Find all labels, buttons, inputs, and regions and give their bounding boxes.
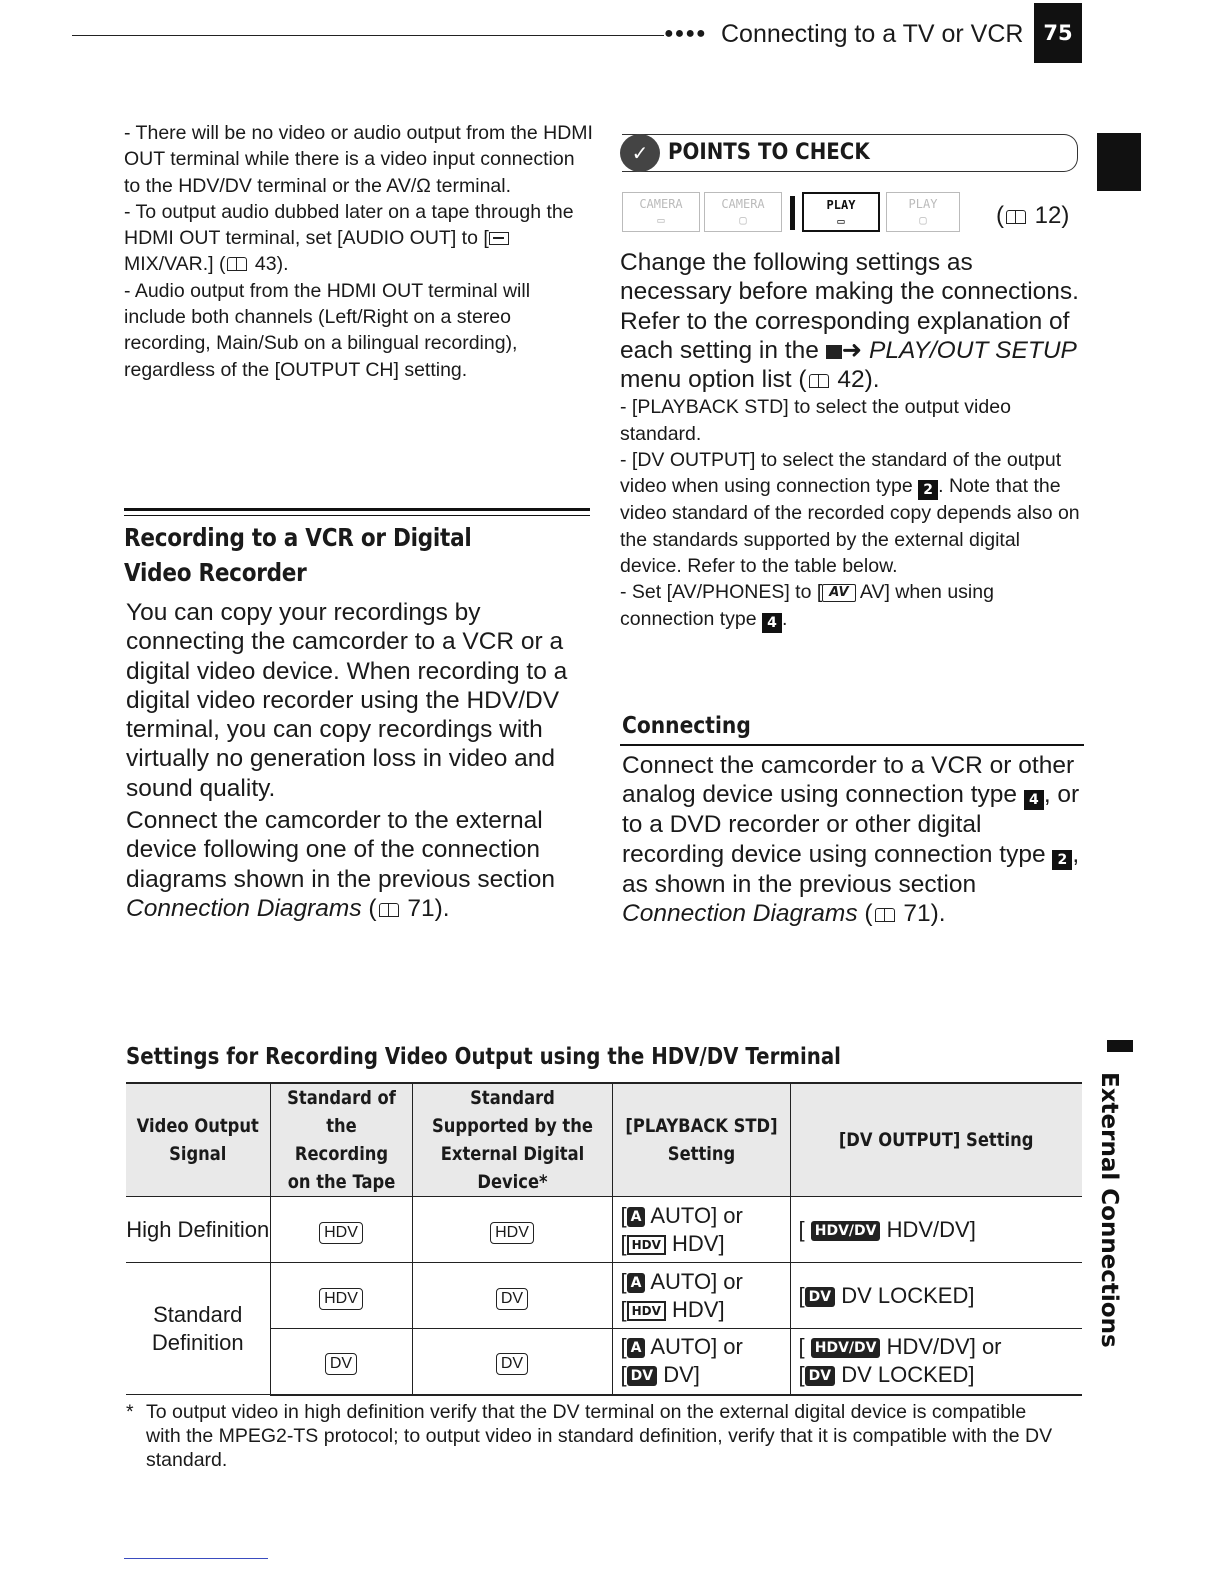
- footnote-text: To output video in high definition verify that the DV terminal on the external digital device is compatible with the MPEG2-TS protocol; to output video in standard definition, verify that it is compatible with the DV standard.: [146, 1401, 1053, 1471]
- bullet-playback-std: - [PLAYBACK STD] to select the output video standard.: [620, 396, 1011, 445]
- settings-intro: Change the following settings as necessary before making the connections. Refer to the corresponding explanation of each setting in the ➜ PLAY/OUT SETUP menu option list ( 42).: [620, 249, 1079, 394]
- dv-icon: DV: [805, 1366, 835, 1386]
- dv-icon: DV: [805, 1287, 835, 1307]
- cell-device: [412, 1197, 612, 1263]
- cell-signal: Standard Definition: [126, 1263, 270, 1395]
- dv-tag-icon: DV: [496, 1288, 528, 1310]
- connection-type-2-icon: 2: [918, 480, 938, 500]
- table-row: [126, 1263, 1082, 1329]
- operating-modes: [622, 192, 1082, 234]
- connecting-paragraph: Connect the camcorder to a VCR or other analog device using connection type 4 , or to a DVD recorder or other digital recording device using connection type 2 , as shown in the previous section Connection Diagrams ( 71).: [622, 752, 1080, 927]
- checkmark-icon: ✓: [620, 134, 660, 172]
- left-body: [126, 598, 596, 923]
- cell-dv-output: [ HDV/DV HDV/DV]: [790, 1197, 1082, 1263]
- cell-device: [412, 1329, 612, 1395]
- hdv-dv-icon: HDV/DV: [811, 1221, 881, 1241]
- side-marker-block: [1097, 133, 1141, 191]
- book-ref-icon: [875, 908, 895, 922]
- note-hdmi-input: - There will be no video or audio output from the HDMI OUT terminal while there is a video input connection to the HDV/DV terminal or the AV/Ω terminal.: [124, 122, 593, 197]
- connecting-title: Connecting: [622, 713, 751, 739]
- menu-name: PLAY/OUT SETUP: [869, 336, 1077, 364]
- cell-dv-output: [ HDV/DV HDV/DV] or [ DV DV LOCKED]: [790, 1329, 1082, 1395]
- connection-type-4-icon: 4: [1024, 790, 1044, 810]
- book-ref-icon: [379, 903, 399, 917]
- connection-type-4-icon: 4: [762, 613, 782, 633]
- header-dots: ●●●●: [664, 25, 707, 42]
- intro-paragraph: You can copy your recordings by connecting the camcorder to a VCR or a digital video device. When recording to a digital video recorder using the HDV/DV terminal, you can copy recordings with virtually no generation loss in video and sound quality.: [126, 599, 568, 802]
- header-device-standard: Standard Supported by the External Digital Device*: [412, 1083, 612, 1197]
- table-header-row: [126, 1083, 1082, 1197]
- cell-dv-output: [ DV DV LOCKED]: [790, 1263, 1082, 1329]
- auto-icon: A: [627, 1273, 646, 1293]
- cell-device: [412, 1263, 612, 1329]
- connecting-rule: [620, 744, 1084, 746]
- header-rule: [72, 35, 664, 36]
- chapter-side-label: External Connections: [1096, 1072, 1122, 1348]
- dv-tag-icon: DV: [325, 1353, 357, 1375]
- cell-tape: [270, 1329, 412, 1395]
- mode-separator: [790, 196, 795, 230]
- connect-paragraph: Connect the camcorder to the external device following one of the connection diagrams shown in the previous section Connection Diagrams ( 71).: [126, 807, 555, 922]
- connection-diagrams-ref: Connection Diagrams: [126, 894, 362, 922]
- bullet-av-phones: - Set [AV/PHONES] to [ AV AV] when using connection type 4 .: [620, 581, 994, 631]
- dv-icon: DV: [627, 1366, 657, 1386]
- audio-mix-icon: [489, 232, 509, 245]
- hdv-tag-icon: HDV: [490, 1222, 534, 1244]
- hdv-icon: HDV: [627, 1235, 666, 1255]
- connection-diagrams-ref: Connection Diagrams: [622, 899, 858, 927]
- note-audio-dub: - To output audio dubbed later on a tape through the HDMI OUT terminal, set [AUDIO OUT] to [ MIX/VAR.] ( 43).: [124, 200, 574, 276]
- table-footnote: [126, 1400, 1066, 1472]
- cell-playback: [ A AUTO] or [ HDV HDV]: [612, 1197, 790, 1263]
- hdmi-notes: [124, 120, 594, 383]
- points-to-check-title: POINTS TO CHECK: [668, 140, 870, 165]
- cell-playback: [ A AUTO] or [ HDV HDV]: [612, 1263, 790, 1329]
- av-icon: AV: [822, 584, 855, 602]
- hdv-tag-icon: HDV: [319, 1222, 363, 1244]
- hdv-icon: HDV: [627, 1301, 666, 1321]
- mode-camera-tape-icon: CAMERA ▭: [622, 192, 700, 232]
- header-dv-output: [DV OUTPUT] Setting: [790, 1083, 1082, 1197]
- menu-arrow-icon: [826, 345, 842, 359]
- header-playback-std: [PLAYBACK STD] Setting: [612, 1083, 790, 1197]
- hdv-dv-icon: HDV/DV: [811, 1338, 881, 1358]
- cell-tape: [270, 1197, 412, 1263]
- cell-playback: [ A AUTO] or [ DV DV]: [612, 1329, 790, 1395]
- mode-play-tape-icon: PLAY ▭: [802, 192, 880, 232]
- settings-table: [126, 1082, 1082, 1396]
- cell-tape: [270, 1263, 412, 1329]
- mode-play-card-icon: PLAY ▢: [886, 192, 960, 232]
- book-ref-icon: [809, 374, 829, 388]
- dv-tag-icon: DV: [496, 1353, 528, 1375]
- cell-signal: High Definition: [126, 1197, 270, 1263]
- book-ref-icon: [1006, 210, 1026, 224]
- page-number: 75: [1034, 3, 1082, 63]
- side-marker-small: [1107, 1040, 1133, 1052]
- mode-page-ref: ( 12): [996, 202, 1070, 229]
- page-header-title: Connecting to a TV or VCR: [721, 20, 1024, 48]
- table-row: [126, 1329, 1082, 1395]
- section-title: Recording to a VCR or Digital Video Recorder: [124, 523, 472, 587]
- header-video-output: Video Output Signal: [126, 1083, 270, 1197]
- connecting-body: [622, 751, 1084, 928]
- mode-camera-card-icon: CAMERA ▢: [704, 192, 782, 232]
- header-tape-standard: Standard of the Recording on the Tape: [270, 1083, 412, 1197]
- book-ref-icon: [227, 257, 247, 271]
- table-row: [126, 1197, 1082, 1263]
- table-title: Settings for Recording Video Output using the HDV/DV Terminal: [126, 1044, 841, 1070]
- note-audio-channels: - Audio output from the HDMI OUT terminal will include both channels (Left/Right on a stereo recording, Main/Sub on a bilingual recording), regardless of the [OUTPUT CH] setting.: [124, 279, 531, 381]
- connection-type-2-icon: 2: [1052, 850, 1072, 870]
- section-divider: [124, 508, 590, 516]
- right-body: [620, 248, 1082, 633]
- footnote-star: *: [126, 1401, 134, 1423]
- bottom-rule: [124, 1558, 268, 1559]
- hdv-tag-icon: HDV: [319, 1288, 363, 1310]
- auto-icon: A: [627, 1338, 646, 1358]
- bullet-dv-output: - [DV OUTPUT] to select the standard of the output video when using connection type 2 . Note that the video standard of the recorded copy depends also on the standards supported by the external digital device. Refer to the table below.: [620, 449, 1080, 577]
- auto-icon: A: [627, 1207, 646, 1227]
